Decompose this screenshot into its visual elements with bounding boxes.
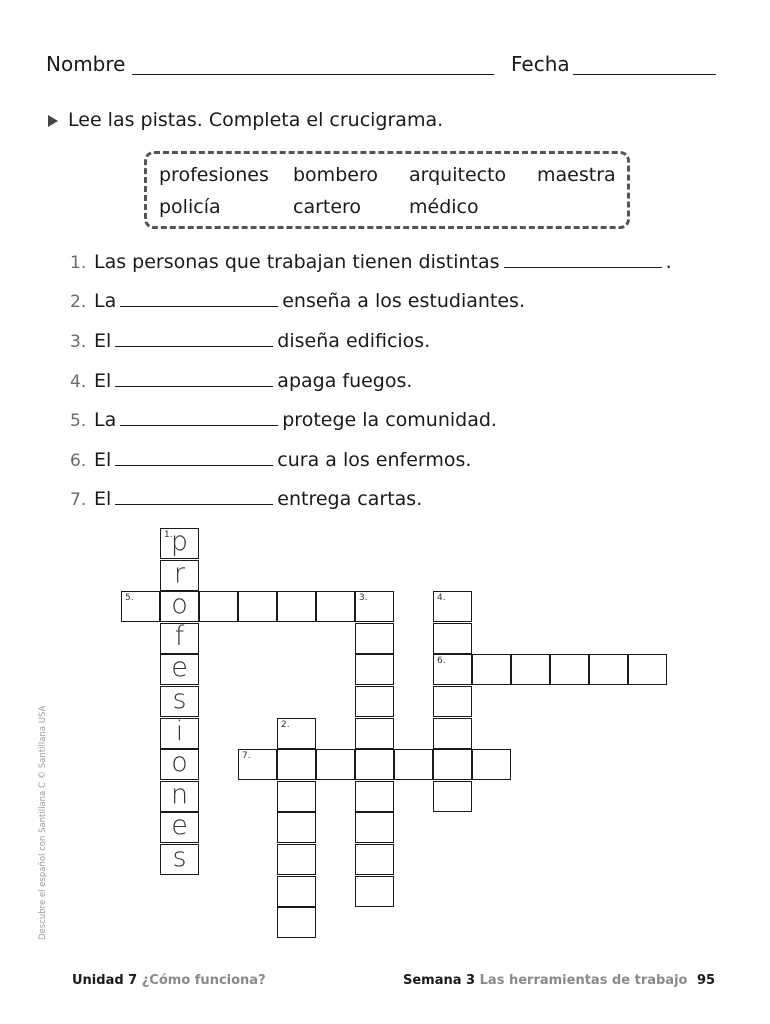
unit-label: Unidad 7 [72,973,138,988]
crossword-cell[interactable] [355,591,394,622]
crossword-cell[interactable] [277,812,316,843]
clue-6 [70,447,471,471]
answer-blank[interactable] [115,447,273,466]
crossword-cell[interactable] [589,654,628,685]
crossword-cell[interactable] [277,876,316,907]
crossword-letter: s [172,684,187,715]
crossword-letter: n [170,778,189,810]
crossword-cell[interactable] [160,686,199,717]
crossword-letter: e [171,652,188,684]
crossword-clue-number: 3. [359,593,368,604]
clue-text-after: cura a los enfermos. [277,449,472,471]
crossword-cell[interactable] [433,718,472,749]
clue-text-before: El [94,370,112,392]
crossword-cell[interactable] [355,718,394,749]
crossword-cell[interactable] [628,654,667,685]
crossword-cell[interactable] [160,528,199,559]
crossword-cell[interactable] [433,654,472,685]
clue-number: 6. [70,451,87,471]
word-bank-item: profesiones [159,164,269,186]
word-bank-item: bombero [293,164,378,186]
crossword-letter: s [172,842,187,873]
crossword-cell[interactable] [199,591,238,622]
crossword-clue-number: 2. [281,719,290,730]
crossword-cell[interactable] [511,654,550,685]
crossword-clue-number: 1. [164,530,173,540]
page-number: 95 [697,973,716,988]
clue-text-before: La [94,409,117,431]
crossword-cell[interactable] [355,844,394,875]
crossword-cell[interactable] [121,591,160,622]
crossword-cell[interactable] [433,591,472,622]
crossword-cell[interactable] [160,620,199,654]
crossword-letter: o [171,589,188,621]
crossword-cell[interactable] [277,781,316,812]
name-field[interactable] [132,74,494,75]
crossword-cell[interactable] [277,749,316,780]
crossword-cell[interactable] [160,715,199,749]
crossword-cell[interactable] [277,907,316,938]
word-bank-item: médico [409,196,479,218]
answer-blank[interactable] [115,486,273,505]
crossword-cell[interactable] [355,623,394,654]
crossword-letter: p [170,526,189,557]
clue-text-before: Las personas que trabajan tienen distintas [94,251,500,273]
crossword-cell[interactable] [355,812,394,843]
crossword-cell[interactable] [472,749,511,780]
answer-blank[interactable] [115,328,273,347]
clue-text-after: . [665,251,672,273]
clue-text-after: diseña edificios. [277,330,431,352]
word-bank-item: maestra [537,164,616,186]
crossword-cell[interactable] [238,749,277,780]
crossword-cell[interactable] [472,654,511,685]
crossword-cell[interactable] [433,623,472,654]
crossword-cell[interactable] [277,591,316,622]
answer-blank[interactable] [120,407,278,426]
answer-blank[interactable] [115,368,273,387]
word-bank [144,151,630,229]
crossword-cell[interactable] [160,654,199,685]
footer-week [403,973,687,988]
crossword-cell[interactable] [277,718,316,749]
answer-blank[interactable] [120,288,278,307]
clue-text-before: La [94,290,117,312]
date-field[interactable] [573,74,716,75]
clue-number: 3. [70,332,87,352]
answer-blank[interactable] [504,249,662,268]
instruction-text: Lee las pistas. Completa el crucigrama. [68,109,444,131]
word-bank-item: policía [159,196,221,218]
crossword-cell[interactable] [160,812,199,843]
crossword-cell[interactable] [160,778,199,812]
clue-number: 1. [70,253,87,273]
clue-number: 2. [70,292,87,312]
clue-5 [70,407,497,431]
clue-number: 4. [70,372,87,392]
word-bank-item: arquitecto [409,164,507,186]
clue-number: 7. [70,490,87,510]
clue-text-after: entrega cartas. [277,488,423,510]
crossword-letter: e [171,810,188,842]
crossword-cell[interactable] [355,686,394,717]
clue-text-after: protege la comunidad. [282,409,497,431]
crossword-cell[interactable] [238,591,277,622]
clue-text-after: enseña a los estudiantes. [282,290,525,312]
week-title: Las herramientas de trabajo [479,973,688,988]
crossword-cell[interactable] [277,844,316,875]
crossword-letter: i [175,715,184,747]
crossword-cell[interactable] [316,591,355,622]
crossword-clue-number: 7. [242,751,251,762]
clue-2 [70,288,525,312]
date-label: Fecha [511,52,570,76]
crossword-cell[interactable] [316,749,355,780]
crossword-cell[interactable] [160,557,199,591]
clue-text-after: apaga fuegos. [277,370,413,392]
clue-number: 5. [70,411,87,431]
crossword-cell[interactable] [160,591,199,622]
unit-title: ¿Cómo funciona? [141,973,266,988]
crossword-letter: f [174,620,185,652]
crossword-cell[interactable] [394,749,433,780]
clue-7 [70,486,422,510]
clue-text-before: El [94,488,112,510]
week-label: Semana 3 [403,973,476,988]
crossword-cell[interactable] [433,686,472,717]
crossword-cell[interactable] [550,654,589,685]
side-credit: Descubre el español con Santillana C © Santillana USA [38,705,48,940]
clue-text-before: El [94,449,112,471]
crossword-cell[interactable] [160,749,199,780]
crossword-cell[interactable] [433,749,472,780]
crossword-cell[interactable] [160,844,199,875]
clue-3 [70,328,430,352]
crossword-cell[interactable] [355,781,394,812]
crossword-cell[interactable] [355,876,394,907]
crossword-cell[interactable] [355,749,394,780]
crossword-clue-number: 4. [437,593,446,604]
crossword-clue-number: 5. [125,593,134,604]
clue-1 [70,249,672,273]
name-label: Nombre [46,52,126,76]
clue-text-before: El [94,330,112,352]
crossword-cell[interactable] [355,654,394,685]
play-arrow-icon [48,115,58,127]
crossword-letter: o [171,747,188,779]
crossword-letter: r [173,557,186,589]
word-bank-item: cartero [293,196,362,218]
crossword-clue-number: 6. [437,656,446,667]
footer-unit [72,973,266,988]
crossword-cell[interactable] [433,781,472,812]
clue-4 [70,368,412,392]
